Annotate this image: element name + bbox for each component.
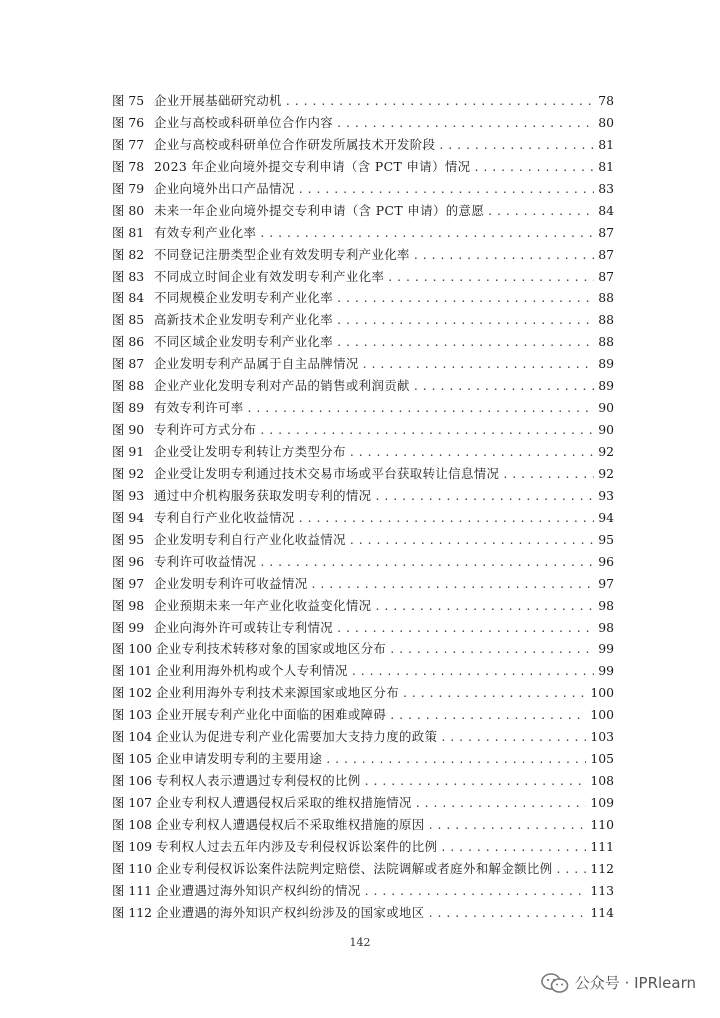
toc-entry[interactable] bbox=[112, 244, 614, 266]
leader-dots bbox=[248, 397, 595, 419]
leader-dots bbox=[337, 617, 594, 639]
page-reference: 92 bbox=[598, 444, 614, 459]
toc-entry[interactable] bbox=[112, 682, 614, 704]
page-reference: 105 bbox=[590, 751, 614, 767]
leader-dots bbox=[557, 858, 587, 880]
leader-dots bbox=[416, 792, 587, 814]
toc-entry[interactable] bbox=[112, 726, 614, 748]
figure-title: 不同规模企业发明专利产业化率 bbox=[154, 290, 334, 306]
toc-entry[interactable] bbox=[112, 814, 614, 836]
leader-dots bbox=[337, 309, 594, 331]
leader-dots bbox=[365, 770, 587, 792]
figure-label: 图 80 bbox=[112, 202, 145, 218]
toc-entry[interactable] bbox=[112, 858, 614, 880]
figure-label: 图 104 bbox=[112, 729, 152, 745]
page-reference: 99 bbox=[598, 641, 614, 657]
page-reference: 112 bbox=[590, 860, 614, 876]
toc-entry[interactable] bbox=[112, 660, 614, 682]
figure-label: 图 90 bbox=[112, 422, 145, 438]
page-reference: 93 bbox=[598, 487, 614, 503]
figure-title: 有效专利许可率 bbox=[154, 400, 244, 416]
page-reference: 108 bbox=[590, 773, 614, 789]
figure-label: 图 110 bbox=[112, 860, 152, 876]
leader-dots bbox=[488, 200, 594, 222]
figure-label: 图 76 bbox=[112, 114, 145, 130]
figure-title: 有效专利产业化率 bbox=[154, 224, 257, 240]
figure-label: 图 101 bbox=[112, 663, 152, 679]
figure-title: 企业专利权人遭遇侵权后不采取维权措施的原因 bbox=[155, 816, 425, 832]
figure-label: 图 107 bbox=[112, 795, 152, 810]
figure-title: 专利许可方式分布 bbox=[154, 422, 257, 438]
leader-dots bbox=[326, 748, 586, 770]
figure-title: 企业专利侵权诉讼案件法院判定赔偿、法院调解或者庭外和解金额比例 bbox=[155, 860, 553, 876]
toc-entry[interactable] bbox=[112, 704, 614, 726]
toc-entry[interactable] bbox=[112, 836, 614, 858]
page-reference: 109 bbox=[590, 795, 614, 810]
leader-dots bbox=[414, 375, 594, 397]
leader-dots bbox=[503, 463, 594, 485]
page-reference: 81 bbox=[598, 136, 614, 152]
leader-dots bbox=[375, 595, 594, 617]
figure-label: 图 85 bbox=[112, 312, 145, 328]
figure-label: 图 109 bbox=[112, 838, 152, 854]
leader-dots bbox=[337, 331, 594, 353]
page-reference: 87 bbox=[598, 224, 614, 240]
toc-entry[interactable] bbox=[112, 748, 614, 770]
leader-dots bbox=[403, 682, 586, 704]
toc-entry[interactable] bbox=[112, 573, 614, 595]
figure-label: 图 83 bbox=[112, 268, 145, 284]
figure-label: 图 87 bbox=[112, 356, 145, 372]
page-reference: 88 bbox=[598, 312, 614, 328]
figure-title: 企业开展专利产业化中面临的困难或障碍 bbox=[155, 707, 387, 723]
page-reference: 103 bbox=[590, 729, 614, 745]
figure-title: 不同登记注册类型企业有效发明专利产业化率 bbox=[154, 246, 410, 262]
toc-entry[interactable] bbox=[112, 287, 614, 309]
figure-title: 未来一年企业向境外提交专利申请（含 PCT 申请）的意愿 bbox=[154, 202, 485, 218]
leader-dots bbox=[375, 485, 594, 507]
toc-entry[interactable] bbox=[112, 595, 614, 617]
figure-title: 企业利用海外专利技术来源国家或地区分布 bbox=[155, 685, 400, 701]
toc-entry[interactable] bbox=[112, 397, 614, 419]
leader-dots bbox=[286, 90, 594, 112]
page-reference: 96 bbox=[598, 553, 614, 569]
leader-dots bbox=[439, 134, 594, 156]
leader-dots bbox=[429, 814, 587, 836]
wechat-icon bbox=[541, 973, 569, 993]
figure-title: 企业受让发明专利转让方类型分布 bbox=[154, 444, 346, 459]
figure-label: 图 103 bbox=[112, 707, 152, 723]
figure-label: 图 93 bbox=[112, 487, 145, 503]
page-reference: 88 bbox=[598, 290, 614, 306]
figure-title: 不同成立时间企业有效发明专利产业化率 bbox=[154, 268, 385, 284]
toc-entry[interactable] bbox=[112, 178, 614, 200]
leader-dots bbox=[260, 222, 594, 244]
figure-title: 企业发明专利许可收益情况 bbox=[154, 575, 308, 591]
leader-dots bbox=[390, 704, 586, 726]
figure-label: 图 77 bbox=[112, 136, 145, 152]
figure-title: 专利自行产业化收益情况 bbox=[154, 509, 295, 525]
leader-dots bbox=[299, 507, 595, 529]
page-reference: 110 bbox=[590, 816, 614, 832]
toc-entry[interactable] bbox=[112, 463, 614, 485]
leader-dots bbox=[388, 266, 594, 288]
figure-title: 企业与高校或科研单位合作内容 bbox=[154, 114, 334, 130]
leader-dots bbox=[299, 178, 595, 200]
toc-entry[interactable] bbox=[112, 90, 614, 112]
figure-title: 高新技术企业发明专利产业化率 bbox=[154, 312, 334, 328]
leader-dots bbox=[337, 287, 594, 309]
watermark bbox=[541, 972, 696, 993]
toc-entry[interactable] bbox=[112, 309, 614, 331]
figure-label: 图 75 bbox=[112, 93, 145, 108]
toc-entry[interactable] bbox=[112, 880, 614, 902]
leader-dots bbox=[363, 353, 595, 375]
figure-title: 企业向海外许可或转让专利情况 bbox=[154, 619, 334, 635]
page-reference: 78 bbox=[598, 93, 614, 108]
figure-label: 图 96 bbox=[112, 553, 145, 569]
figure-title: 企业遭遇的海外知识产权纠纷涉及的国家或地区 bbox=[155, 904, 425, 920]
toc-entry[interactable] bbox=[112, 902, 614, 924]
figure-label: 图 112 bbox=[112, 904, 152, 920]
toc-entry[interactable] bbox=[112, 441, 614, 463]
figure-label: 图 89 bbox=[112, 400, 145, 416]
toc-entry[interactable] bbox=[112, 485, 614, 507]
figure-label: 图 108 bbox=[112, 816, 152, 832]
page-reference: 87 bbox=[598, 246, 614, 262]
page-reference: 90 bbox=[598, 422, 614, 438]
toc-entry[interactable] bbox=[112, 222, 614, 244]
table-of-figures bbox=[112, 90, 614, 924]
figure-label: 图 102 bbox=[112, 685, 152, 701]
leader-dots bbox=[474, 156, 594, 178]
toc-entry[interactable] bbox=[112, 507, 614, 529]
page-reference: 100 bbox=[590, 685, 614, 701]
figure-label: 图 98 bbox=[112, 597, 145, 613]
page-reference: 80 bbox=[598, 114, 614, 130]
toc-entry[interactable] bbox=[112, 419, 614, 441]
figure-title: 不同区域企业发明专利产业化率 bbox=[154, 334, 334, 350]
figure-title: 企业产业化发明专利对产品的销售或利润贡献 bbox=[154, 378, 410, 394]
page-reference: 84 bbox=[598, 202, 614, 218]
toc-entry[interactable] bbox=[112, 551, 614, 573]
page-number: 142 bbox=[349, 936, 371, 949]
leader-dots bbox=[414, 244, 594, 266]
page-reference: 114 bbox=[590, 904, 614, 920]
figure-title: 企业向境外出口产品情况 bbox=[154, 180, 295, 196]
figure-title: 企业开展基础研究动机 bbox=[154, 93, 282, 108]
page-reference: 89 bbox=[598, 378, 614, 394]
figure-label: 图 105 bbox=[112, 751, 152, 767]
toc-entry[interactable] bbox=[112, 331, 614, 353]
figure-label: 图 82 bbox=[112, 246, 145, 262]
toc-entry[interactable] bbox=[112, 375, 614, 397]
toc-entry[interactable] bbox=[112, 266, 614, 288]
page-reference: 98 bbox=[598, 597, 614, 613]
page-reference: 92 bbox=[598, 465, 614, 481]
figure-title: 通过中介机构服务获取发明专利的情况 bbox=[154, 487, 372, 503]
toc-entry[interactable] bbox=[112, 529, 614, 551]
page-reference: 95 bbox=[598, 531, 614, 547]
figure-title: 企业认为促进专利产业化需要加大支持力度的政策 bbox=[155, 729, 438, 745]
toc-entry[interactable] bbox=[112, 156, 614, 178]
figure-title: 企业发明专利自行产业化收益情况 bbox=[154, 531, 346, 547]
toc-entry[interactable] bbox=[112, 200, 614, 222]
page-reference: 97 bbox=[598, 575, 614, 591]
toc-entry[interactable] bbox=[112, 353, 614, 375]
figure-label: 图 97 bbox=[112, 575, 145, 591]
figure-label: 图 99 bbox=[112, 619, 145, 635]
figure-title: 企业利用海外机构或个人专利情况 bbox=[155, 663, 348, 679]
figure-title: 专利权人表示遭遇过专利侵权的比例 bbox=[155, 773, 361, 789]
figure-title: 专利权人过去五年内涉及专利侵权诉讼案件的比例 bbox=[155, 838, 438, 854]
figure-label: 图 111 bbox=[112, 882, 152, 898]
page-reference: 100 bbox=[590, 707, 614, 723]
page-reference: 83 bbox=[598, 180, 614, 196]
figure-label: 图 84 bbox=[112, 290, 145, 306]
page-reference: 113 bbox=[590, 882, 614, 898]
leader-dots bbox=[337, 112, 594, 134]
figure-label: 图 88 bbox=[112, 378, 145, 394]
page-reference: 99 bbox=[598, 663, 614, 679]
page-reference: 90 bbox=[598, 400, 614, 416]
leader-dots bbox=[260, 551, 594, 573]
toc-entry[interactable] bbox=[112, 770, 614, 792]
figure-title: 企业专利技术转移对象的国家或地区分布 bbox=[155, 641, 387, 657]
toc-entry[interactable] bbox=[112, 638, 614, 660]
figure-title: 2023 年企业向境外提交专利申请（含 PCT 申请）情况 bbox=[154, 158, 471, 174]
page-reference: 111 bbox=[590, 838, 614, 854]
leader-dots bbox=[441, 836, 586, 858]
page-reference: 98 bbox=[598, 619, 614, 635]
figure-label: 图 81 bbox=[112, 224, 145, 240]
figure-label: 图 79 bbox=[112, 180, 145, 196]
leader-dots bbox=[365, 880, 587, 902]
toc-entry[interactable] bbox=[112, 792, 614, 814]
leader-dots bbox=[429, 902, 587, 924]
figure-title: 企业受让发明专利通过技术交易市场或平台获取转让信息情况 bbox=[154, 465, 500, 481]
toc-entry[interactable] bbox=[112, 112, 614, 134]
toc-entry[interactable] bbox=[112, 134, 614, 156]
figure-title: 企业专利权人遭遇侵权后采取的维权措施情况 bbox=[155, 795, 412, 810]
leader-dots bbox=[260, 419, 594, 441]
figure-label: 图 100 bbox=[112, 641, 152, 657]
page-reference: 89 bbox=[598, 356, 614, 372]
figure-title: 企业预期未来一年产业化收益变化情况 bbox=[154, 597, 372, 613]
figure-label: 图 78 bbox=[112, 158, 145, 174]
page-reference: 81 bbox=[598, 158, 614, 174]
figure-label: 图 106 bbox=[112, 773, 152, 789]
figure-title: 企业与高校或科研单位合作研发所属技术开发阶段 bbox=[154, 136, 436, 152]
page-reference: 94 bbox=[598, 509, 614, 525]
figure-title: 专利许可收益情况 bbox=[154, 553, 257, 569]
page-reference: 87 bbox=[598, 268, 614, 284]
leader-dots bbox=[350, 529, 594, 551]
figure-label: 图 94 bbox=[112, 509, 145, 525]
figure-title: 企业申请发明专利的主要用途 bbox=[155, 751, 323, 767]
leader-dots bbox=[350, 441, 594, 463]
leader-dots bbox=[390, 638, 594, 660]
toc-entry[interactable] bbox=[112, 617, 614, 639]
leader-dots bbox=[352, 660, 594, 682]
watermark-text: 公众号 · IPRlearn bbox=[574, 974, 696, 992]
figure-label: 图 95 bbox=[112, 531, 145, 547]
leader-dots bbox=[312, 573, 595, 595]
figure-title: 企业发明专利产品属于自主品牌情况 bbox=[154, 356, 359, 372]
figure-label: 图 92 bbox=[112, 465, 145, 481]
figure-title: 企业遭遇过海外知识产权纠纷的情况 bbox=[155, 882, 361, 898]
leader-dots bbox=[441, 726, 586, 748]
figure-label: 图 91 bbox=[112, 444, 145, 459]
figure-label: 图 86 bbox=[112, 334, 145, 350]
page-reference: 88 bbox=[598, 334, 614, 350]
